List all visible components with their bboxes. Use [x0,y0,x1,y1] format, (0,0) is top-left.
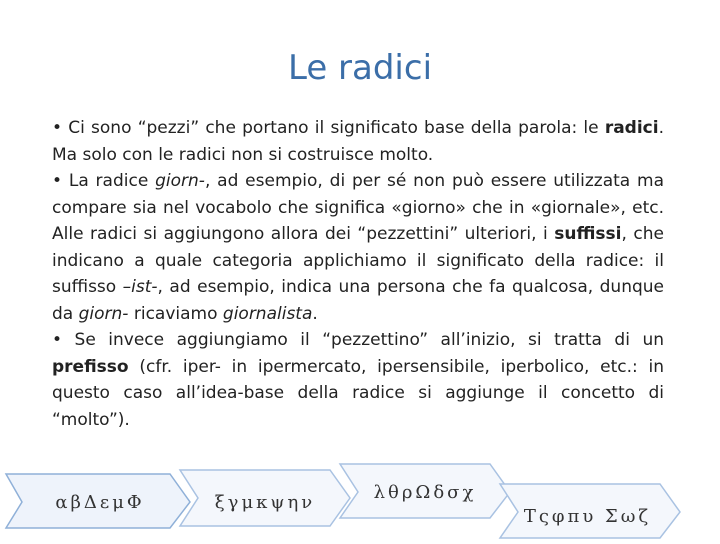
p2-text-b: , ad esempio, di per sé non può essere utilizzata ma compare sia nel vocabolo che significa «giorno» che in «giornale», etc. Alle radici si aggiungono allora dei “pezzettini” ulteriori, i [52,171,665,244]
p2-text-a: • La radice [52,171,156,191]
p2-bold: suffissi [554,224,622,244]
greek-tag-2: ξγμκψην [214,492,316,513]
p2-italic-4: giornalista [222,303,313,324]
p2-text-f: . [312,303,318,324]
p3-text-b: (cfr. iper- in ipermercato, ipersensibile, iperbolico, etc.: in questo caso all’idea-base della radice si aggiunge il concetto di “molto”). [52,356,664,430]
p1-text-a: • Ci sono “pezzi” che portano il significato base della parola: le [52,118,605,138]
p2-italic-1: giorn- [155,171,205,191]
greek-tag-4: Τςφπυ Σωζ [523,506,652,527]
p3-text-a: • Se invece aggiungiamo il “pezzettino” all’inizio, si tratta di un [52,330,664,350]
p2-italic-3: giorn- [78,303,129,324]
slide-title: Le radici [287,48,433,88]
p3-bold: prefisso [52,356,129,377]
p1-bold: radici [604,118,659,138]
p2-text-e: ricaviamo [128,303,223,324]
p2-italic-2: –ist- [122,277,158,297]
greek-decoration-bar [0,460,720,540]
p2-text-d: , ad esempio, indica una persona che fa qualcosa, dunque da [52,277,664,324]
paragraph-3 [52,327,664,433]
greek-tag-1: αβΔεμΦ [55,492,145,513]
paragraph-2 [52,168,664,327]
greek-tag-3: λθρΩδσχ [373,482,477,503]
slide-body [52,115,664,433]
paragraph-1 [52,115,664,168]
p2-text-c: , che indicano a quale categoria applichiamo il significato della radice: il suffisso [52,224,664,297]
p1-text-b: . Ma solo con le radici non si costruisce molto. [52,118,664,165]
